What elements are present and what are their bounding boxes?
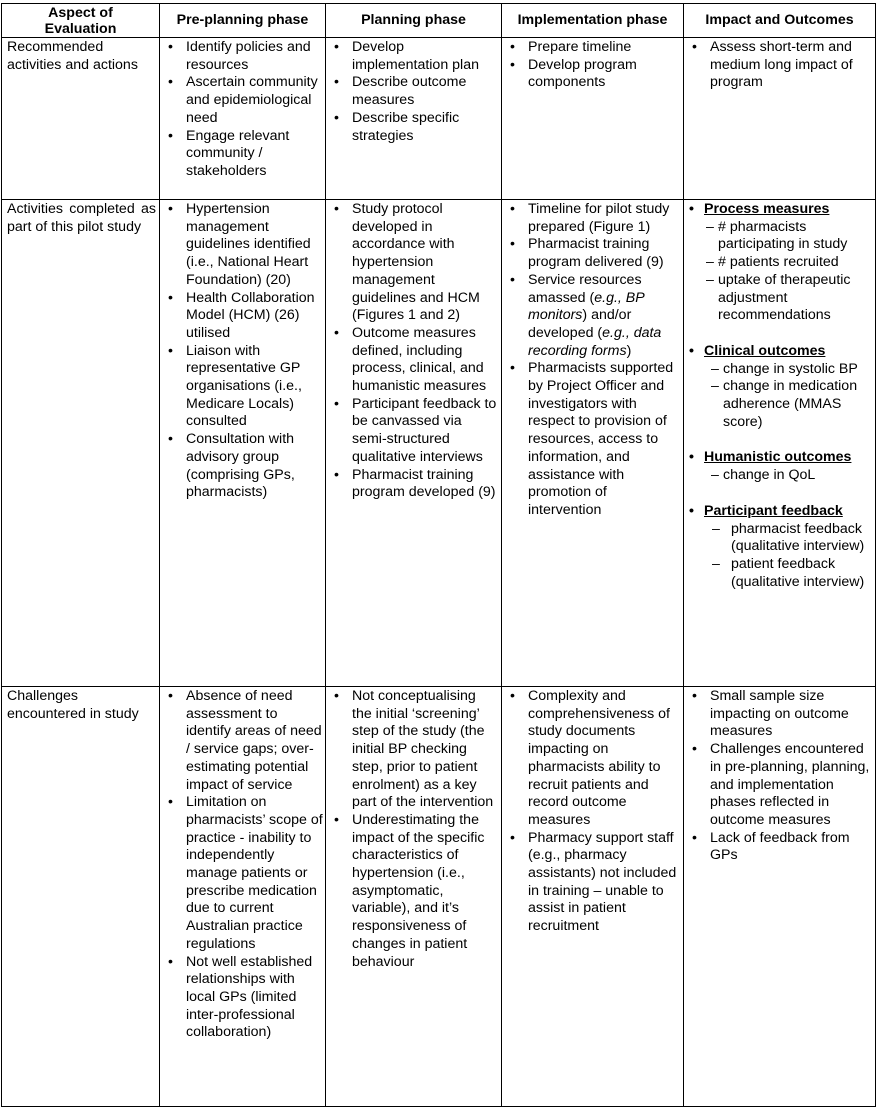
process-measures-items — [684, 219, 875, 325]
completed-impact-cell — [684, 200, 876, 687]
participant-feedback-heading — [684, 503, 875, 521]
list-item: • Develop implementation plan — [326, 39, 501, 74]
list-item: • Challenges encountered in pre-planning, planning, and implementation phases reflected in outcome measures — [684, 741, 875, 830]
challenges-impact-cell — [684, 687, 876, 1107]
list-item — [502, 272, 683, 361]
recommended-preplanning-list — [160, 39, 325, 181]
list-item: • Hypertension management guidelines identified (i.e., National Heart Foundation) (20) — [160, 201, 325, 290]
list-item: – change in QoL — [711, 467, 875, 485]
header-row — [2, 4, 876, 38]
resources-text-c: ) and/or developed ( — [528, 307, 632, 341]
completed-implementation-list — [502, 201, 683, 520]
list-item: • Ascertain community and epidemiological need — [160, 74, 325, 127]
challenges-planning-cell — [326, 687, 502, 1107]
clinical-outcomes-title: Clinical outcomes — [704, 342, 826, 359]
completed-planning-list — [326, 201, 501, 502]
list-item: – uptake of therapeutic adjustment recommendations — [706, 272, 875, 325]
list-item: • Not conceptualising the initial ‘screening’ step of the study (the initial BP checking step, prior to patient enrolment) as a key part of the intervention — [326, 688, 501, 812]
recommended-impact-list — [684, 39, 875, 92]
aspect-completed: Activities completed as part of this pilot study — [2, 200, 160, 687]
completed-preplanning-cell — [160, 200, 326, 687]
resources-example-monitors: e.g., BP monitors — [528, 289, 645, 324]
resources-text-a: Service resources amassed ( — [528, 271, 642, 306]
participant-feedback-block — [684, 503, 875, 592]
list-item: – # pharmacists participating in study — [706, 219, 875, 254]
header-planning: Planning phase — [326, 4, 502, 38]
list-item: • Lack of feedback from GPs — [684, 830, 875, 865]
participant-feedback-list — [709, 521, 875, 592]
list-item: • Identify policies and resources — [160, 39, 325, 74]
challenges-implementation-cell — [502, 687, 684, 1107]
list-item: • Participant feedback to be canvassed via semi-structured qualitative interviews — [326, 396, 501, 467]
challenges-preplanning-cell — [160, 687, 326, 1107]
list-item: • Liaison with representative GP organisations (i.e., Medicare Locals) consulted — [160, 343, 325, 432]
clinical-outcomes-items — [684, 361, 875, 432]
humanistic-outcomes-block — [684, 449, 875, 484]
list-item: • Pharmacists supported by Project Officer and investigators with respect to provision of resources, access to information, and assistance with promotion of intervention — [502, 360, 683, 519]
list-item: • Develop program components — [502, 57, 683, 92]
clinical-outcomes-block — [684, 343, 875, 432]
evaluation-table — [1, 3, 876, 1107]
header-implementation: Implementation phase — [502, 4, 684, 38]
row-completed — [2, 200, 876, 687]
list-item: • Timeline for pilot study prepared (Figure 1) — [502, 201, 683, 236]
list-item: • Study protocol developed in accordance with hypertension management guidelines and HCM (Figures 1 and 2) — [326, 201, 501, 325]
aspect-challenges: Challenges encountered in study — [2, 687, 160, 1107]
completed-planning-cell — [326, 200, 502, 687]
resources-example-forms: e.g., data recording forms — [528, 324, 662, 359]
list-item: • Small sample size impacting on outcome measures — [684, 688, 875, 741]
recommended-implementation-cell — [502, 38, 684, 200]
process-measures-list — [706, 219, 875, 325]
process-measures-heading — [684, 201, 875, 219]
clinical-outcomes-heading — [684, 343, 875, 361]
list-item: • Describe specific strategies — [326, 110, 501, 145]
list-item: – change in systolic BP — [711, 361, 875, 379]
header-aspect — [2, 4, 160, 38]
humanistic-outcomes-heading — [684, 449, 875, 467]
humanistic-outcomes-list — [711, 467, 875, 485]
participant-feedback-items — [684, 521, 875, 592]
challenges-implementation-list — [502, 688, 683, 936]
list-item: – # patients recruited — [706, 254, 875, 272]
list-item: • Prepare timeline — [502, 39, 683, 57]
participant-feedback-title: Participant feedback — [704, 502, 843, 519]
list-item: • Consultation with advisory group (comprising GPs, pharmacists) — [160, 431, 325, 502]
process-measures-block — [684, 201, 875, 325]
process-measures-title: Process measures — [704, 201, 830, 217]
resources-text-e: ) — [626, 342, 632, 359]
completed-preplanning-list — [160, 201, 325, 502]
header-preplanning: Pre-planning phase — [160, 4, 326, 38]
list-item: • Complexity and comprehensiveness of study documents impacting on pharmacists ability to recruit patients and record outcome measures — [502, 688, 683, 830]
completed-implementation-cell — [502, 200, 684, 687]
aspect-recommended: Recommended activities and actions — [2, 38, 160, 200]
challenges-impact-list — [684, 688, 875, 865]
header-impact: Impact and Outcomes — [684, 4, 876, 38]
list-item: • Assess short-term and medium long impact of program — [684, 39, 875, 92]
humanistic-outcomes-items — [684, 467, 875, 485]
list-item: • Engage relevant community / stakeholders — [160, 128, 325, 181]
clinical-outcomes-list — [711, 361, 875, 432]
list-item: • Pharmacist training program developed (9) — [326, 467, 501, 502]
list-item: • Pharmacist training program delivered (9) — [502, 236, 683, 271]
list-item: • Limitation on pharmacists’ scope of practice - inability to independently manage patients or prescribe medication due to current Australian practice regulations — [160, 794, 325, 953]
list-item: – change in medication adherence (MMAS score) — [711, 378, 875, 431]
list-item: • Not well established relationships with local GPs (limited inter-professional collaboration) — [160, 954, 325, 1043]
recommended-planning-list — [326, 39, 501, 145]
recommended-planning-cell — [326, 38, 502, 200]
row-recommended — [2, 38, 876, 200]
humanistic-outcomes-title: Humanistic outcomes — [704, 449, 852, 466]
list-item: • Pharmacy support staff (e.g., pharmacy assistants) not included in training – unable to assist in patient recruitment — [502, 830, 683, 936]
row-challenges — [2, 687, 876, 1107]
challenges-preplanning-list — [160, 688, 325, 1042]
list-item: • Underestimating the impact of the specific characteristics of hypertension (i.e., asymptomatic, variable), and it’s responsiveness of changes in patient behaviour — [326, 812, 501, 971]
header-aspect-label: Aspect of Evaluation — [44, 4, 117, 37]
list-item: • Describe outcome measures — [326, 74, 501, 109]
list-item: – patient feedback (qualitative interview) — [709, 556, 875, 591]
list-item: – pharmacist feedback (qualitative interview) — [709, 521, 875, 556]
list-item: • Absence of need assessment to identify areas of need / service gaps; over-estimating potential impact of service — [160, 688, 325, 794]
challenges-planning-list — [326, 688, 501, 971]
list-item: • Health Collaboration Model (HCM) (26) utilised — [160, 290, 325, 343]
recommended-implementation-list — [502, 39, 683, 92]
recommended-preplanning-cell — [160, 38, 326, 200]
recommended-impact-cell — [684, 38, 876, 200]
list-item: • Outcome measures defined, including process, clinical, and humanistic measures — [326, 325, 501, 396]
